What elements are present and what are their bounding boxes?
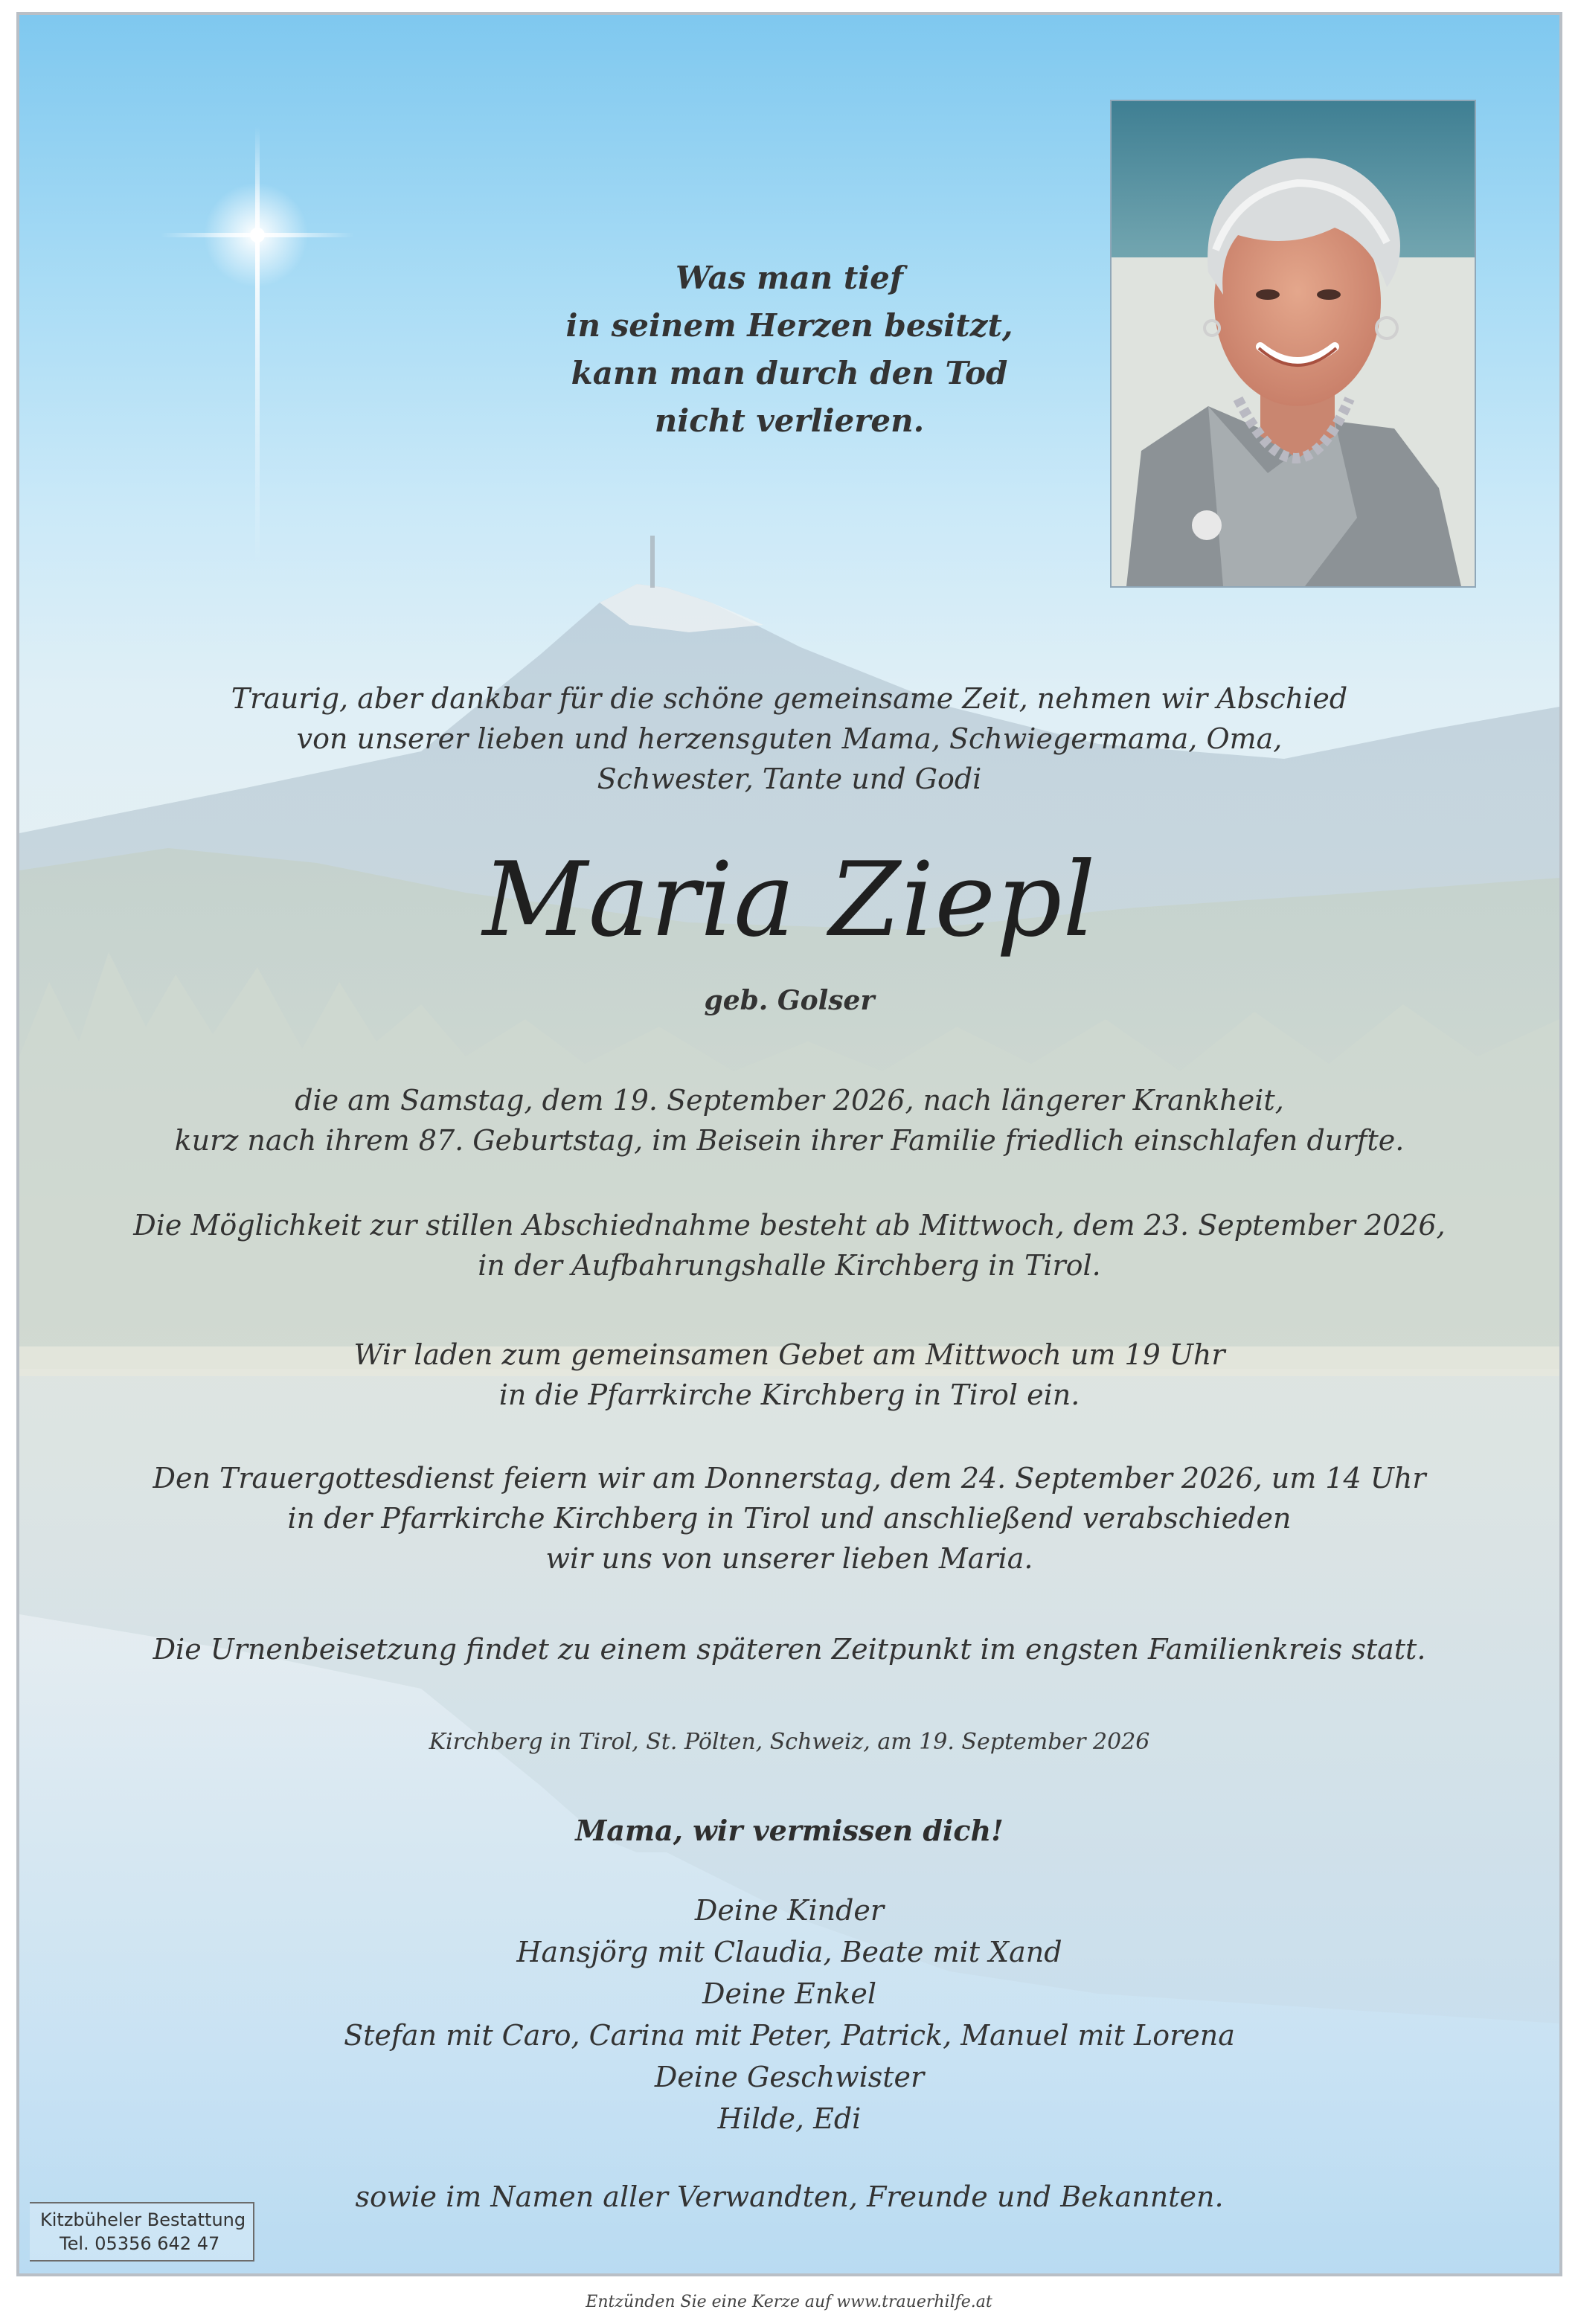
obituary-card	[16, 12, 1562, 2276]
family-line: Deine Geschwister	[654, 2061, 925, 2093]
family-line: Deine Kinder	[694, 1894, 885, 1927]
paragraph-viewing	[19, 1205, 1559, 1285]
undertaker-name: Kitzbüheler Bestattung	[40, 2209, 246, 2230]
paragraph-death	[19, 1080, 1559, 1161]
paragraph-line: kurz nach ihrem 87. Geburtstag, im Beisein ihrer Familie friedlich einschlafen durfte.	[174, 1124, 1405, 1157]
quote-line: in seinem Herzen besitzt,	[565, 307, 1013, 344]
paragraph-line: Den Trauergottesdienst feiern wir am Donnerstag, dem 24. September 2026, um 14 Uhr	[153, 1462, 1426, 1495]
paragraph-line: Die Möglichkeit zur stillen Abschiednahme besteht ab Mittwoch, dem 23. September 2026,	[133, 1209, 1446, 1242]
place-date: Kirchberg in Tirol, St. Pölten, Schweiz, am 19. September 2026	[429, 1729, 1150, 1755]
family-list	[19, 1890, 1559, 2140]
family-line: Stefan mit Caro, Carina mit Peter, Patrick, Manuel mit Lorena	[344, 2019, 1235, 2052]
intro-text	[19, 678, 1559, 799]
closing-line: Mama, wir vermissen dich!	[575, 1814, 1004, 1847]
undertaker-box	[30, 2202, 254, 2262]
paragraph-line: in der Aufbahrungshalle Kirchberg in Tirol.	[478, 1249, 1101, 1282]
paragraph-line: in die Pfarrkirche Kirchberg in Tirol ein.	[498, 1378, 1080, 1411]
paragraph-line: die am Samstag, dem 19. September 2026, nach längerer Krankheit,	[295, 1084, 1284, 1117]
paragraph-line: Wir laden zum gemeinsamen Gebet am Mittwoch um 19 Uhr	[353, 1338, 1225, 1371]
maiden-name: geb. Golser	[704, 985, 875, 1016]
quote-line: kann man durch den Tod	[571, 355, 1008, 391]
family-line: Hilde, Edi	[717, 2102, 862, 2135]
undertaker-phone: Tel. 05356 642 47	[60, 2233, 220, 2254]
family-line: Hansjörg mit Claudia, Beate mit Xand	[516, 1936, 1062, 1968]
family-line: Deine Enkel	[702, 1977, 877, 2010]
portrait-photo	[1110, 100, 1476, 588]
final-line: sowie im Namen aller Verwandten, Freunde und Bekannten.	[355, 2180, 1224, 2213]
paragraph-line: wir uns von unserer lieben Maria.	[545, 1542, 1033, 1575]
deceased-name: Maria Ziepl	[482, 840, 1097, 960]
footer-link[interactable]: Entzünden Sie eine Kerze auf www.trauerhilfe.at	[586, 2293, 992, 2311]
quote-line: nicht verlieren.	[654, 402, 925, 439]
intro-line: Traurig, aber dankbar für die schöne gemeinsame Zeit, nehmen wir Abschied	[231, 682, 1348, 715]
intro-line: von unserer lieben und herzensguten Mama, Schwiegermama, Oma,	[296, 722, 1283, 755]
paragraph-line: Die Urnenbeisetzung findet zu einem späteren Zeitpunkt im engsten Familienkreis statt.	[153, 1633, 1426, 1666]
paragraph-service	[19, 1458, 1559, 1579]
quote-line: Was man tief	[676, 260, 903, 296]
paragraph-line: in der Pfarrkirche Kirchberg in Tirol und anschließend verabschieden	[287, 1502, 1292, 1535]
intro-line: Schwester, Tante und Godi	[597, 763, 982, 795]
paragraph-burial	[19, 1629, 1559, 1669]
paragraph-prayer	[19, 1335, 1559, 1415]
